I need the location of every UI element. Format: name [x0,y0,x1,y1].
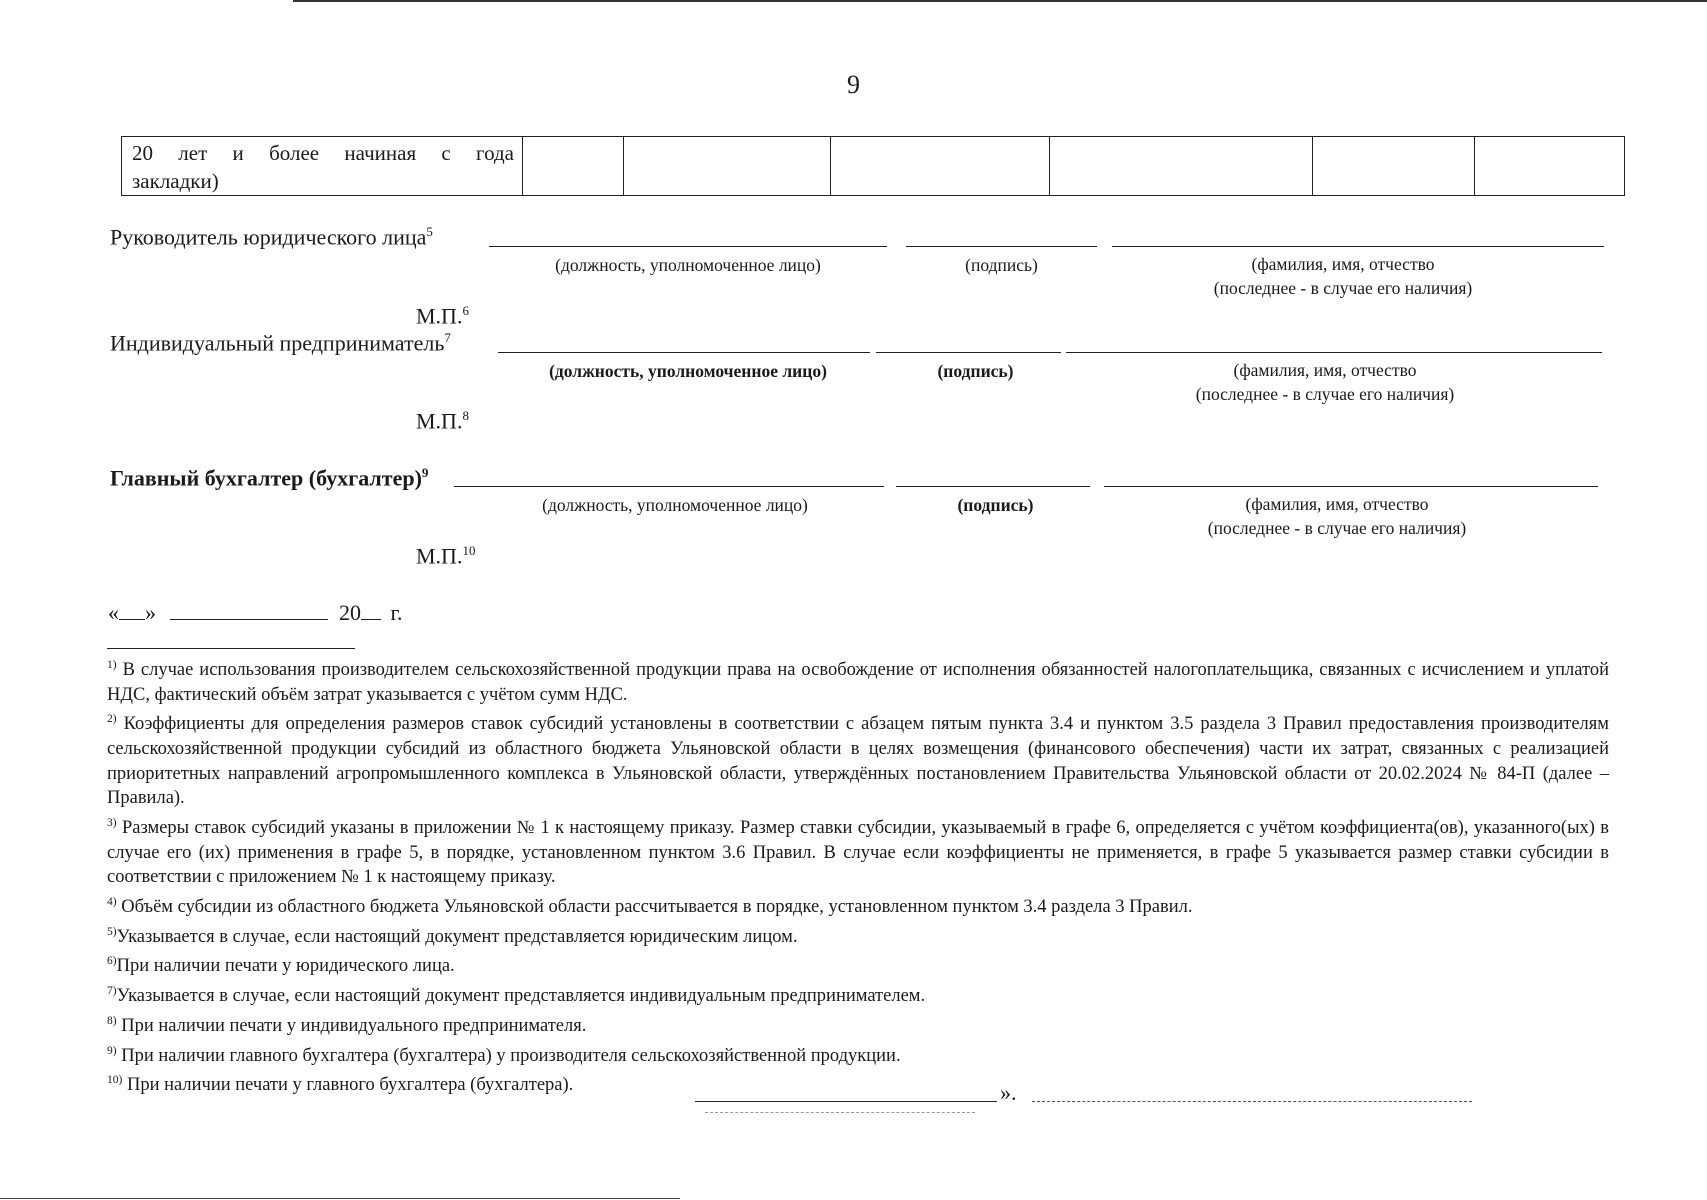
footnote-1 [107,653,1609,707]
head-position-line[interactable] [489,246,887,247]
entrepreneur-mp-sup: 8 [462,408,469,423]
accountant-name-caption-1: (фамилия, имя, отчество [1245,494,1429,514]
date-year-suffix: г. [390,600,403,625]
closing-mark: ». [1000,1080,1017,1105]
footnote-text: Объём субсидии из областного бюджета Ульяновской области рассчитывается в порядке, установленном пунктом 3.4 раздела 3 Правил. [116,896,1193,917]
head-signature-caption: (подпись) [965,255,1038,275]
date-year-blank[interactable] [361,619,381,620]
accountant-label [110,465,428,491]
footnote-mark: 1) [107,659,117,671]
date-line [108,600,403,626]
date-year-prefix: 20 [339,600,361,625]
entrepreneur-position-caption: (должность, уполномоченное лицо) [549,361,827,381]
entrepreneur-signature-caption: (подпись) [937,361,1014,381]
footnote-text: Указывается в случае, если настоящий документ представляется индивидуальным предпринимателем. [116,986,926,1007]
head-label-sup: 5 [426,224,433,239]
footnote-mark: 8) [107,1014,117,1027]
footnote-mark: 5) [107,925,117,938]
table-cell [624,137,831,196]
accountant-position-caption: (должность, уполномоченное лицо) [542,495,808,515]
footnote-separator [107,648,355,649]
head-stamp-mark [416,303,469,329]
head-mp-text: М.П. [416,303,463,329]
entrepreneur-mp-text: М.П. [416,408,463,434]
head-name-line[interactable] [1112,246,1604,247]
scan-edge-line [0,1198,680,1199]
footnote-mark: 9) [107,1044,117,1057]
footnote-text: В случае использования производителем сельскохозяйственной продукции права на освобождение от исполнения обязанностей налогоплательщика, связанных с исчислением и уплатой НДС, фактический объём затрат указывается с учётом сумм НДС. [107,660,1609,705]
footnote-text: При наличии печати у юридического лица. [116,956,455,977]
date-month-blank[interactable] [170,619,328,620]
footnote-5 [107,920,1609,950]
footnote-8 [107,1009,1609,1039]
head-signature-line[interactable] [906,246,1097,247]
accountant-name-line[interactable] [1104,486,1598,487]
footnote-mark: 3) [107,816,117,829]
footnote-text: Указывается в случае, если настоящий документ представляется юридическим лицом. [116,926,798,947]
scan-edge-line [293,0,1707,2]
entrepreneur-position-line[interactable] [498,352,870,353]
footnote-text: Коэффициенты для определения размеров ставок субсидий установлены в соответствии с абзацем пятым пункта 3.4 и пунктом 3.5 раздела 3 Правил предоставления производителям сельскохозяйственной продукции субсидий из областного бюджета Ульяновской области в целях возмещения (финансового обеспечения) части их затрат, связанных с реализацией приоритетных направлений агропромышленного комплекса в Ульяновской области, утверждённых постановлением Правительства Ульяновской области от 20.02.2024 № 84-П (далее – Правила). [107,714,1609,809]
accountant-mp-text: М.П. [416,543,463,569]
entrepreneur-label-text: Индивидуальный предприниматель [110,330,445,356]
head-position-caption: (должность, уполномоченное лицо) [555,255,821,275]
table-cell [1475,137,1625,196]
table-cell [1313,137,1475,196]
accountant-position-line[interactable] [454,486,884,487]
head-label-text: Руководитель юридического лица [110,224,427,250]
entrepreneur-name-caption-1: (фамилия, имя, отчество [1233,360,1417,380]
table-cell-period [122,137,523,196]
footnote-7 [107,979,1609,1009]
head-label [110,224,433,250]
scan-dashed-line [705,1112,975,1113]
footnote-mark: 6) [107,955,117,968]
table-fragment [121,136,1625,196]
table-cell [523,137,624,196]
entrepreneur-name-line[interactable] [1066,352,1602,353]
table-cell [831,137,1050,196]
date-day-blank[interactable] [119,619,145,620]
head-name-caption-2: (последнее - в случае его наличия) [1213,278,1473,298]
entrepreneur-label [110,330,451,356]
cell-text-line2: закладки) [132,169,219,193]
accountant-stamp-mark [416,543,475,569]
footnote-10 [107,1068,1609,1098]
accountant-label-sup: 9 [421,465,429,480]
accountant-label-text: Главный бухгалтер (бухгалтер) [110,465,422,491]
cell-text-line1: 20 лет и более начиная с года [132,141,514,165]
entrepreneur-label-sup: 7 [444,330,451,345]
accountant-signature-line[interactable] [896,486,1090,487]
footnote-4 [107,890,1609,920]
table-cell [1050,137,1313,196]
entrepreneur-stamp-mark [416,408,469,434]
footnote-mark: 2) [107,713,117,726]
footnote-9 [107,1039,1609,1069]
footnote-text: Размеры ставок субсидий указаны в приложении № 1 к настоящему приказу. Размер ставки субсидии, указываемый в графе 6, определяется с учётом коэффициента(ов), указанного(ых) в случае его (их) применения в графе 5, в порядке, установленном пунктом 3.6 Правил. В случае если коэффициенты не применяется, в графе 5 указывается размер ставки субсидии в соответствии с приложением № 1 к настоящему приказу. [107,818,1609,888]
footnote-mark: 10) [107,1074,123,1087]
footnote-text: При наличии печати у главного бухгалтера (бухгалтера). [122,1075,574,1096]
entrepreneur-name-caption-2: (последнее - в случае его наличия) [1195,384,1455,404]
footnote-3 [107,811,1609,890]
accountant-mp-sup: 10 [462,543,476,558]
footnote-6 [107,949,1609,979]
footnote-mark: 7) [107,985,117,998]
table-row [122,137,1625,196]
footnotes [107,653,1609,1098]
page-number: 9 [847,70,860,99]
footnote-text: При наличии печати у индивидуального предпринимателя. [116,1015,587,1036]
date-close-quote: » [145,600,156,625]
footnote-2 [107,707,1609,811]
date-open-quote: « [108,600,119,625]
footnote-text: При наличии главного бухгалтера (бухгалтера) у производителя сельскохозяйственной продукции. [116,1045,901,1066]
accountant-signature-caption: (подпись) [957,495,1034,515]
footnote-mark: 4) [107,895,117,908]
entrepreneur-signature-line[interactable] [876,352,1061,353]
head-name-caption-1: (фамилия, имя, отчество [1251,254,1435,274]
closing-line [695,1101,997,1102]
scan-dashed-line [1032,1101,1472,1102]
head-mp-sup: 6 [462,303,469,318]
accountant-name-caption-2: (последнее - в случае его наличия) [1207,518,1467,538]
